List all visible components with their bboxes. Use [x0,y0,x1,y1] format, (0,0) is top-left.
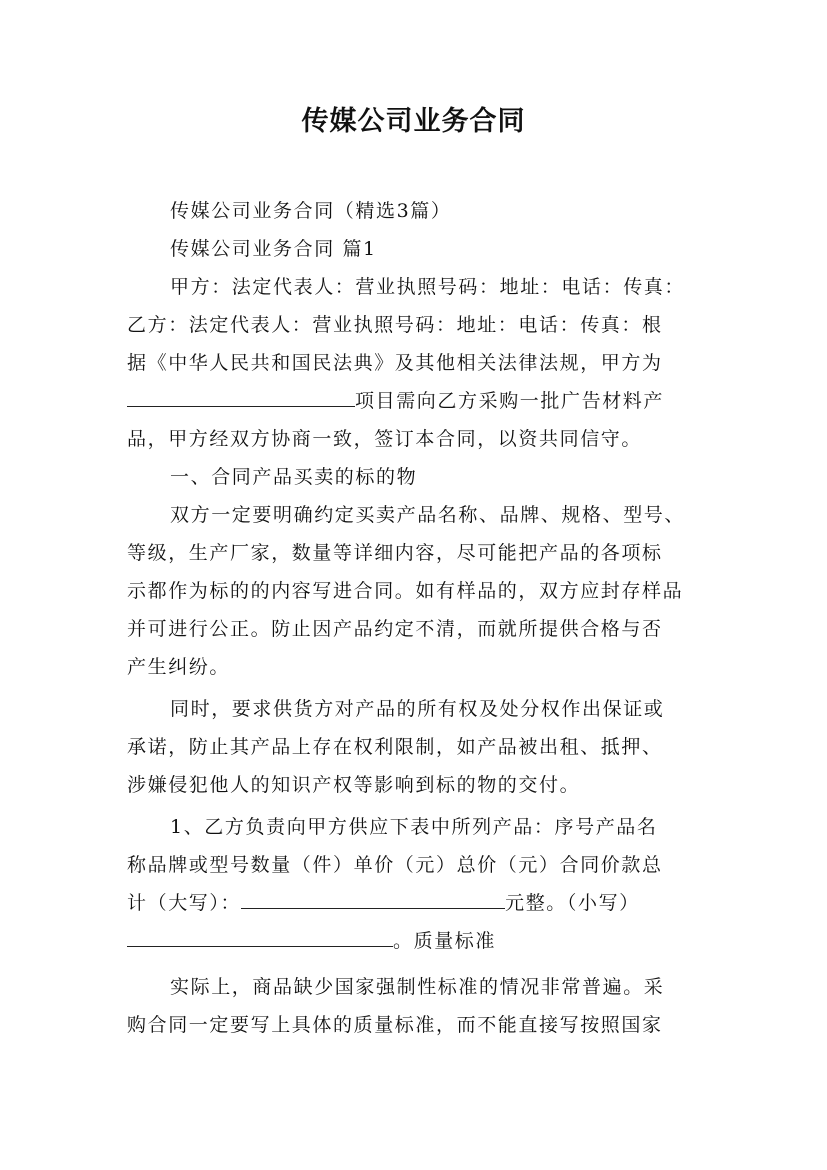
paragraph-line: 品，甲方经双方协商一致，签订本合同，以资共同信守。 [127,428,643,450]
paragraph-line: 传媒公司业务合同 篇1 [170,238,377,260]
fill-in-blank [127,924,393,947]
paragraph-line: 双方一定要明确约定买卖产品名称、品牌、规格、型号、 [170,504,686,526]
paragraph-line: 甲方：法定代表人：营业执照号码：地址：电话：传真： [170,276,686,298]
paragraph-line: 并可进行公正。防止因产品约定不清，而就所提供合格与否 [127,618,663,640]
paragraph-line-with-blank [127,922,717,960]
paragraph-text: 项目需向乙方采购一批广告材料产 [355,390,665,412]
paragraph-line: 承诺，防止其产品上存在权利限制，如产品被出租、抵押、 [127,736,663,758]
paragraph-text: 。质量标准 [393,930,497,952]
fill-in-blank [127,384,355,407]
section-heading: 一、合同产品买卖的标的物 [170,466,418,488]
fill-in-blank [241,886,505,909]
paragraph-line: 涉嫌侵犯他人的知识产权等影响到标的物的交付。 [127,774,581,796]
paragraph-text: 计（大写）： [127,892,242,914]
paragraph-line: 实际上，商品缺少国家强制性标准的情况非常普遍。采 [170,976,665,998]
paragraph-line: 等级，生产厂家，数量等详细内容，尽可能把产品的各项标 [127,542,663,564]
paragraph-line: 传媒公司业务合同（精选3篇） [170,200,452,222]
paragraph-line: 乙方：法定代表人：营业执照号码：地址：电话：传真：根 [127,314,663,336]
paragraph-line-with-blank [127,884,717,922]
document-title: 传媒公司业务合同 [301,106,526,137]
paragraph-line: 示都作为标的的内容写进合同。如有样品的，双方应封存样品 [127,580,684,602]
paragraph-line: 购合同一定要写上具体的质量标准，而不能直接写按照国家 [127,1014,663,1036]
paragraph-line-with-blank [127,382,717,420]
paragraph-line: 据《中华人民共和国民法典》及其他相关法律法规，甲方为 [127,352,663,374]
paragraph-line: 1、乙方负责向甲方供应下表中所列产品：序号产品名 [170,816,658,838]
paragraph-line: 称品牌或型号数量（件）单价（元）总价（元）合同价款总 [127,854,663,876]
paragraph-line: 同时，要求供货方对产品的所有权及处分权作出保证或 [170,698,665,720]
paragraph-text: 元整。（小写） [505,892,640,914]
paragraph-line: 产生纠纷。 [127,656,231,678]
